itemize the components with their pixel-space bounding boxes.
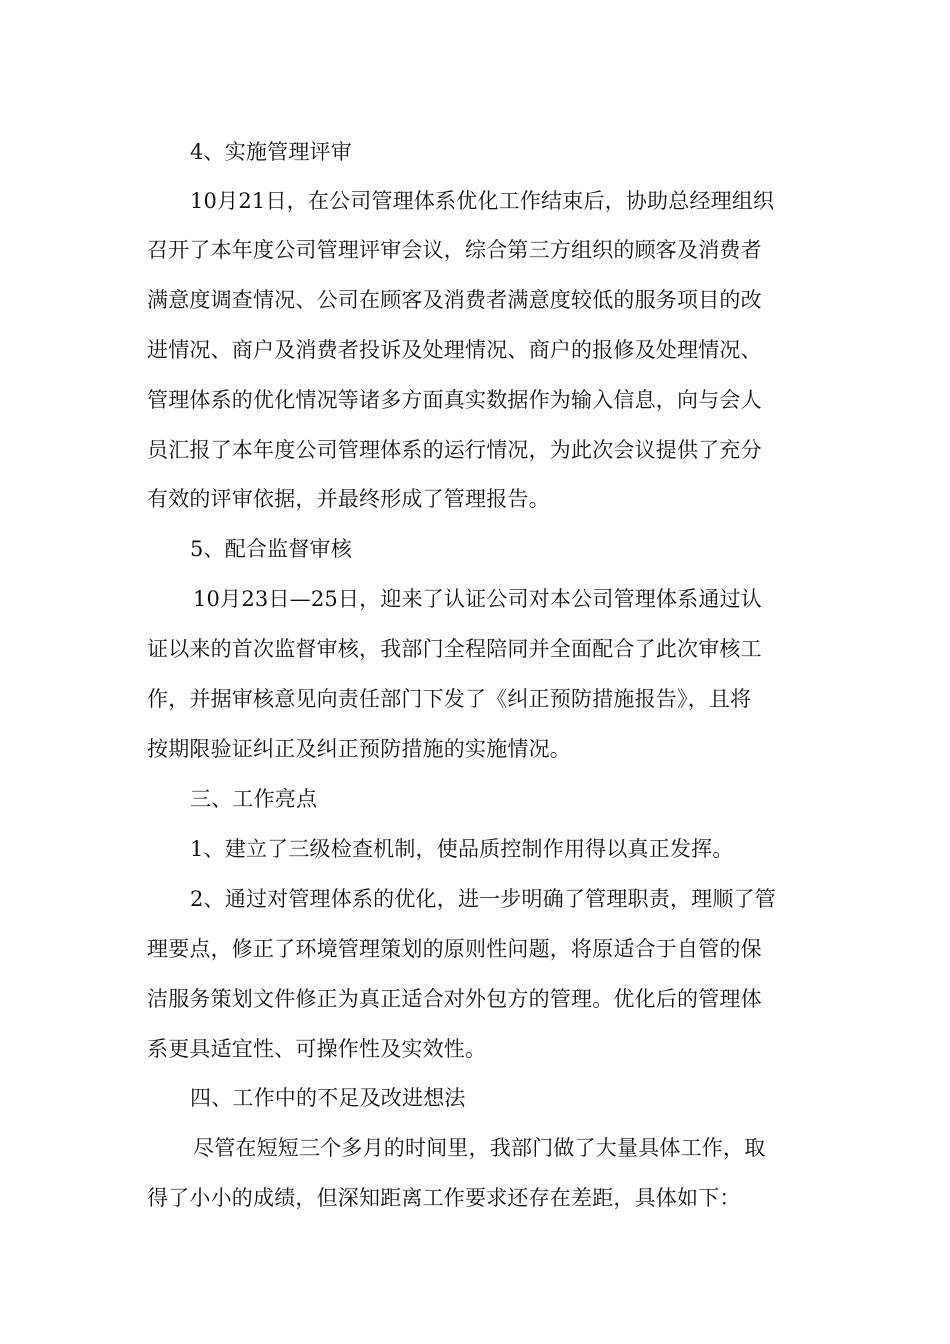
paragraph-line: 满意度调查情况、公司在顾客及消费者满意度较低的服务项目的改 xyxy=(147,288,762,312)
heading-implement-management-review: 4、实施管理评审 xyxy=(190,140,352,164)
paragraph-line: 理要点，修正了环境管理策划的原则性问题，将原适合于自管的保 xyxy=(147,937,762,961)
heading-supervision-audit: 5、配合监督审核 xyxy=(190,537,352,561)
paragraph-line: 系更具适宜性、可操作性及实效性。 xyxy=(147,1037,487,1061)
paragraph-line: 10月21日，在公司管理体系优化工作结束后，协助总经理组织 xyxy=(190,189,775,213)
paragraph-line: 10月23日—25日，迎来了认证公司对本公司管理体系通过认 xyxy=(193,587,762,611)
paragraph-line: 员汇报了本年度公司管理体系的运行情况，为此次会议提供了充分 xyxy=(147,438,762,462)
paragraph-line: 尽管在短短三个多月的时间里，我部门做了大量具体工作，取 xyxy=(193,1136,766,1160)
paragraph-line: 2、通过对管理体系的优化，进一步明确了管理职责，理顺了管 xyxy=(190,887,776,911)
paragraph-line: 管理体系的优化情况等诸多方面真实数据作为输入信息，向与会人 xyxy=(147,388,762,412)
paragraph-line: 有效的评审依据，并最终形成了管理报告。 xyxy=(147,487,550,511)
paragraph-line: 按期限验证纠正及纠正预防措施的实施情况。 xyxy=(147,737,571,761)
paragraph-line: 证以来的首次监督审核，我部门全程陪同并全面配合了此次审核工 xyxy=(147,637,762,661)
section-heading-shortcomings: 四、工作中的不足及改进想法 xyxy=(190,1086,466,1110)
paragraph-line: 洁服务策划文件修正为真正适合对外包方的管理。优化后的管理体 xyxy=(147,987,762,1011)
paragraph-line: 召开了本年度公司管理评审会议，综合第三方组织的顾客及消费者 xyxy=(147,238,762,262)
section-heading-highlights: 三、工作亮点 xyxy=(190,787,318,811)
paragraph-line: 进情况、商户及消费者投诉及处理情况、商户的报修及处理情况、 xyxy=(147,338,762,362)
paragraph-line: 得了小小的成绩，但深知距离工作要求还存在差距，具体如下： xyxy=(147,1186,741,1210)
paragraph-line: 1、建立了三级检查机制，使品质控制作用得以真正发挥。 xyxy=(190,837,734,861)
paragraph-line: 作，并据审核意见向责任部门下发了《纠正预防措施报告》，且将 xyxy=(147,687,752,711)
